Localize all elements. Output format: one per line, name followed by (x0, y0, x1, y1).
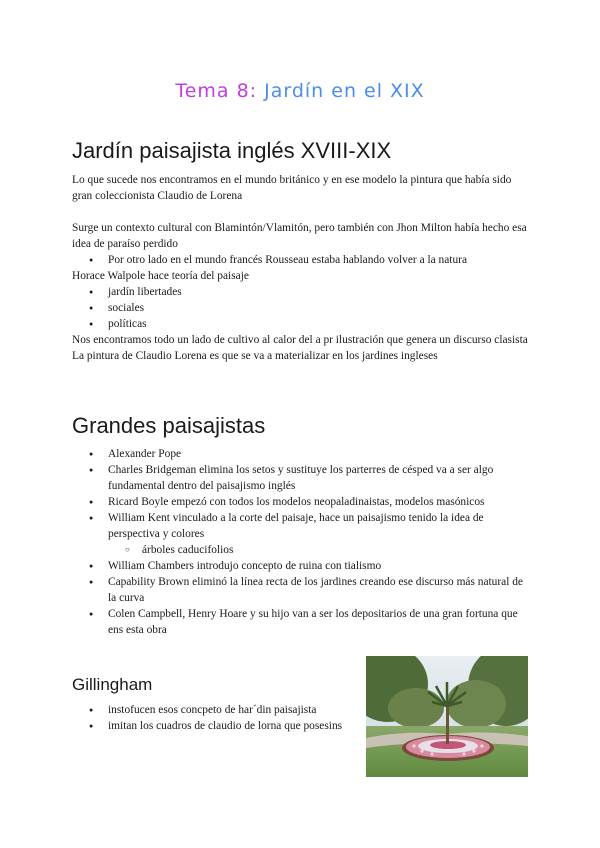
list-item: ● William Chambers introdujo concepto de ruina con tialismo (72, 558, 532, 574)
list-item: ● instofucen esos concpeto de har´din paisajista (72, 702, 352, 718)
section-body-grandes-paisajistas (72, 446, 532, 638)
list-item: ● Alexander Pope (72, 446, 532, 462)
list-item: ● Capability Brown eliminó la línea recta de los jardines creando ese discurso más natural de la curva (72, 574, 532, 606)
section-heading-jardin-ingles: Jardín paisajista inglés XVIII-XIX (72, 138, 392, 163)
paragraph: Surge un contexto cultural con Blamintón/Vlamitón, pero también con Jhon Milton había hecho esa idea de paraíso perdido (72, 222, 527, 250)
list-item: ● Por otro lado en el mundo francés Rousseau estaba hablando volver a la natura (72, 252, 532, 268)
list-item: ● Charles Bridgeman elimina los setos y sustituye los parterres de césped va a ser algo fundamental dentro del paisajismo inglés (72, 462, 532, 494)
section-body-gillingham (72, 702, 352, 734)
paragraph: Nos encontramos todo un lado de cultivo al calor del a pr ilustración que genera un discurso clasista (72, 334, 528, 346)
list-item: ● William Kent vinculado a la corte del paisaje, hace un paisajismo tenido la idea de perspectiva y colores (72, 510, 532, 542)
paragraph: La pintura de Claudio Lorena es que se va a materializar en los jardines ingleses (72, 350, 438, 362)
garden-photo (366, 656, 528, 777)
list-item: ● Colen Campbell, Henry Hoare y su hijo van a ser los depositarios de una gran fortuna que ens esta obra (72, 606, 532, 638)
title-topic-name: Jardín en el XIX (264, 80, 425, 102)
sub-list-item: ○ árboles caducifolios (72, 542, 532, 558)
section-body-jardin-ingles (72, 172, 532, 364)
list-item: ● Ricard Boyle empezó con todos los modelos neopaladinaistas, modelos masónicos (72, 494, 532, 510)
document-title (0, 80, 600, 102)
list-item: ● jardín libertades (72, 284, 532, 300)
paragraph: Lo que sucede nos encontramos en el mundo británico y en ese modelo la pintura que había sido gran coleccionista Claudio de Lorena (72, 174, 512, 202)
section-heading-grandes-paisajistas: Grandes paisajistas (72, 413, 266, 438)
paragraph: Horace Walpole hace teoría del paisaje (72, 270, 249, 282)
list-item: ● sociales (72, 300, 532, 316)
section-heading-gillingham: Gillingham (72, 675, 153, 694)
list-item: ● políticas (72, 316, 532, 332)
list-item: ● imitan los cuadros de claudio de lorna que posesins (72, 718, 352, 734)
title-topic-number: Tema 8: (175, 80, 258, 102)
